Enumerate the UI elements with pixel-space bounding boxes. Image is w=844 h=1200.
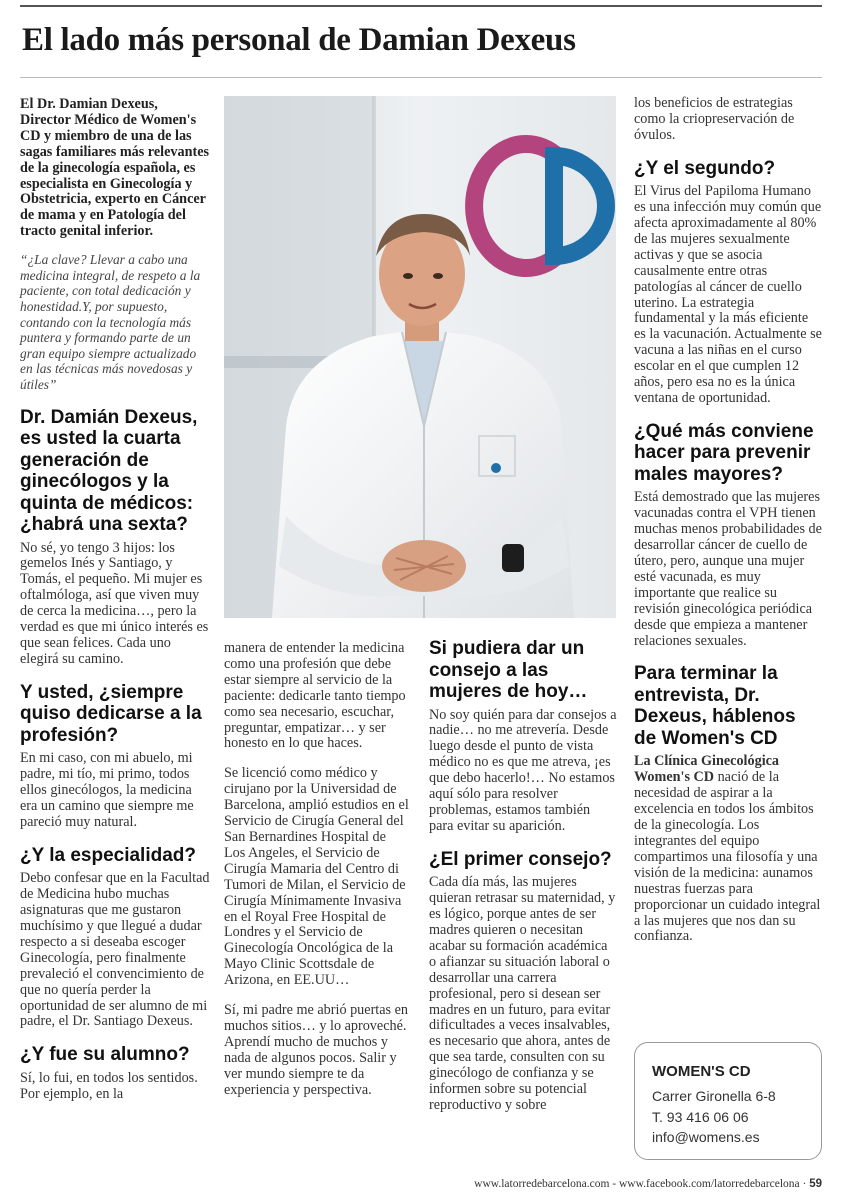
answer-text: No sé, yo tengo 3 hijos: los gemelos Inés y Santiago, y Tomás, el pequeño. Mi mujer es oftalmóloga, así que viven muy de cerca la medicina…, pero la verdad es que mi único interés es que sean felices. Cada uno elegirá su camino. [20, 539, 209, 667]
column-2 [224, 641, 410, 1098]
clinic-name-lead: La Clínica Ginecológica Women's CD [634, 753, 780, 786]
footer-links[interactable]: www.latorredebarcelona.com - www.facebook.com/latorredebarcelona · [474, 1178, 807, 1190]
intro-quote: “¿La clave? Llevar a cabo una medicina integral, de respeto a la paciente, con total dedicación y honestidad.Y, por supuesto, contando con la tecnología más puntera y formando parte de un gran equipo siempre actualizado en las técnicas más novedosas y útiles” [20, 252, 201, 392]
body-text: Sí, mi padre me abrió puertas en muchos sitios… y lo aproveché. Aprendí mucho de muchos y nada de algunos pocos. Salir y ver mundo siempre te da experiencia y perspectiva. [224, 1002, 408, 1098]
body-text: manera de entender la medicina como una profesión que debe estar siempre al servicio de la paciente: dedicarle tanto tiempo como sea necesario, escuchar, preguntar, empatizar… y ser honesto en lo que haces. [224, 640, 406, 752]
body-text: Se licenció como médico y cirujano por la Universidad de Barcelona, amplió estudios en el Servicio de Cirugía General del San Bernardines Hospital de Los Angeles, el Servicio de Cirugía Mamaria del Centro di Tumori de Milan, el Servicio de Cirugía Mínimamente Invasiva en el Royal Free Hospital de Londres y el Servicio de Ginecología Oncológica de la Mayo Clinic Scottsdale de Arizona, en EE.UU… [224, 765, 409, 989]
top-rule [20, 5, 822, 7]
answer-text [634, 754, 822, 945]
question-heading: Y usted, ¿siempre quiso dedicarse a la profesión? [20, 681, 202, 746]
question-heading: Dr. Damián Dexeus, es usted la cuarta generación de ginecólogos y la quinta de médicos: ¿habrá una sexta? [20, 406, 198, 535]
contact-email[interactable]: info@womens.es [652, 1129, 760, 1145]
contact-phone[interactable]: T. 93 416 06 06 [652, 1109, 749, 1125]
title-rule [20, 77, 822, 78]
answer-text: Está demostrado que las mujeres vacunadas contra el VPH tienen muchas menos probabilidades de desarrollar cáncer de cuello de útero, pero, aunque una mujer esté vacunada, es muy importante que realice su revisión ginecológica periódica desde que empieza a mantener relaciones sexuales. [634, 489, 822, 649]
answer-text: Cada día más, las mujeres quieran retrasar su maternidad, y es lógico, porque antes de ser madres quieren o necesitan acabar su formación académica o afianzar su situación laboral o desarrollar una carrera profesional, pero si desean ser madres en un futuro, para evitar dificultades a veces insalvables, es necesario que ahora, antes de que sea tarde, consulten con su ginecólogo de confianza y se informen sobre su potencial reproductivo y sobre [429, 874, 616, 1113]
article-title: El lado más personal de Damian Dexeus [22, 22, 576, 58]
page-number: 59 [809, 1178, 822, 1190]
answer-text: Sí, lo fui, en todos los sentidos. Por ejemplo, en la [20, 1069, 198, 1102]
answer-text: No soy quién para dar consejos a nadie… no me atrevería. Desde luego desde el punto de vista médico no es que me atreva, ¡es que debo hacerlo!… No estamos aquí sólo para resolver problemas, estamos también para evitar su aparición. [429, 706, 617, 834]
clinic-description: nació de la necesidad de aspirar a la excelencia en todos los ámbitos de la ginecología. Los integrantes del equipo compartimos una filosofía y una visión de la medicina: aunamos nuestras fuerzas para proporcionar un cuidado integral a las mujeres que nos dan su confianza. [634, 769, 821, 945]
contact-box [634, 1042, 822, 1160]
intro-lead: El Dr. Damian Dexeus, Director Médico de Women's CD y miembro de una de las sagas familiares más relevantes de la ginecología española, es especialista en Ginecología y Obstetricia, experto en Cáncer de mama y en Patología del tracto genital inferior. [20, 96, 210, 240]
answer-text: El Virus del Papiloma Humano es una infección muy común que afecta aproximadamente al 80% de las mujeres sexualmente activas y que se asocia causalmente entre otras patologías al cáncer de cuello uterino. La estrategia fundamental y la más eficiente es la vacunación. Actualmente se vacuna a las niñas en el curso escolar en el que cumplen 12 años, pero esa no es la única ventana de oportunidad. [634, 183, 822, 406]
contact-address: Carrer Gironella 6-8 [652, 1088, 776, 1104]
question-heading: ¿Y el segundo? [634, 157, 776, 179]
doctor-photo [224, 96, 616, 618]
question-heading: ¿Qué más conviene hacer para prevenir males mayores? [634, 420, 814, 485]
question-heading: ¿Y la especialidad? [20, 844, 197, 866]
question-heading: Si pudiera dar un consejo a las mujeres de hoy… [429, 638, 588, 702]
answer-text: Debo confesar que en la Facultad de Medicina hubo muchas asignaturas que me gustaron muchísimo y que llegué a dudar respecto a si deseaba escoger Ginecología, pero finalmente prevaleció el convencimiento de que no quería perder la oportunidad de ser alumno de mi padre, el Dr. Santiago Dexeus. [20, 870, 210, 1030]
answer-text: En mi caso, con mi abuelo, mi padre, mi tío, mi primo, todos ellos ginecólogos, la medicina era un camino que siempre me pareció muy natural. [20, 750, 194, 830]
column-1 [20, 97, 211, 1103]
question-heading: ¿El primer consejo? [429, 848, 612, 870]
column-4 [634, 96, 822, 945]
body-text: los beneficios de estrategias como la criopreservación de óvulos. [634, 95, 795, 143]
contact-name: WOMEN'S CD [652, 1063, 751, 1080]
column-3 [429, 638, 618, 1114]
page-footer [474, 1178, 822, 1190]
doctor-portrait-illustration [224, 96, 616, 618]
question-heading: ¿Y fue su alumno? [20, 1044, 190, 1066]
question-heading: Para terminar la entrevista, Dr. Dexeus, háblenos de Women's CD [634, 663, 796, 749]
